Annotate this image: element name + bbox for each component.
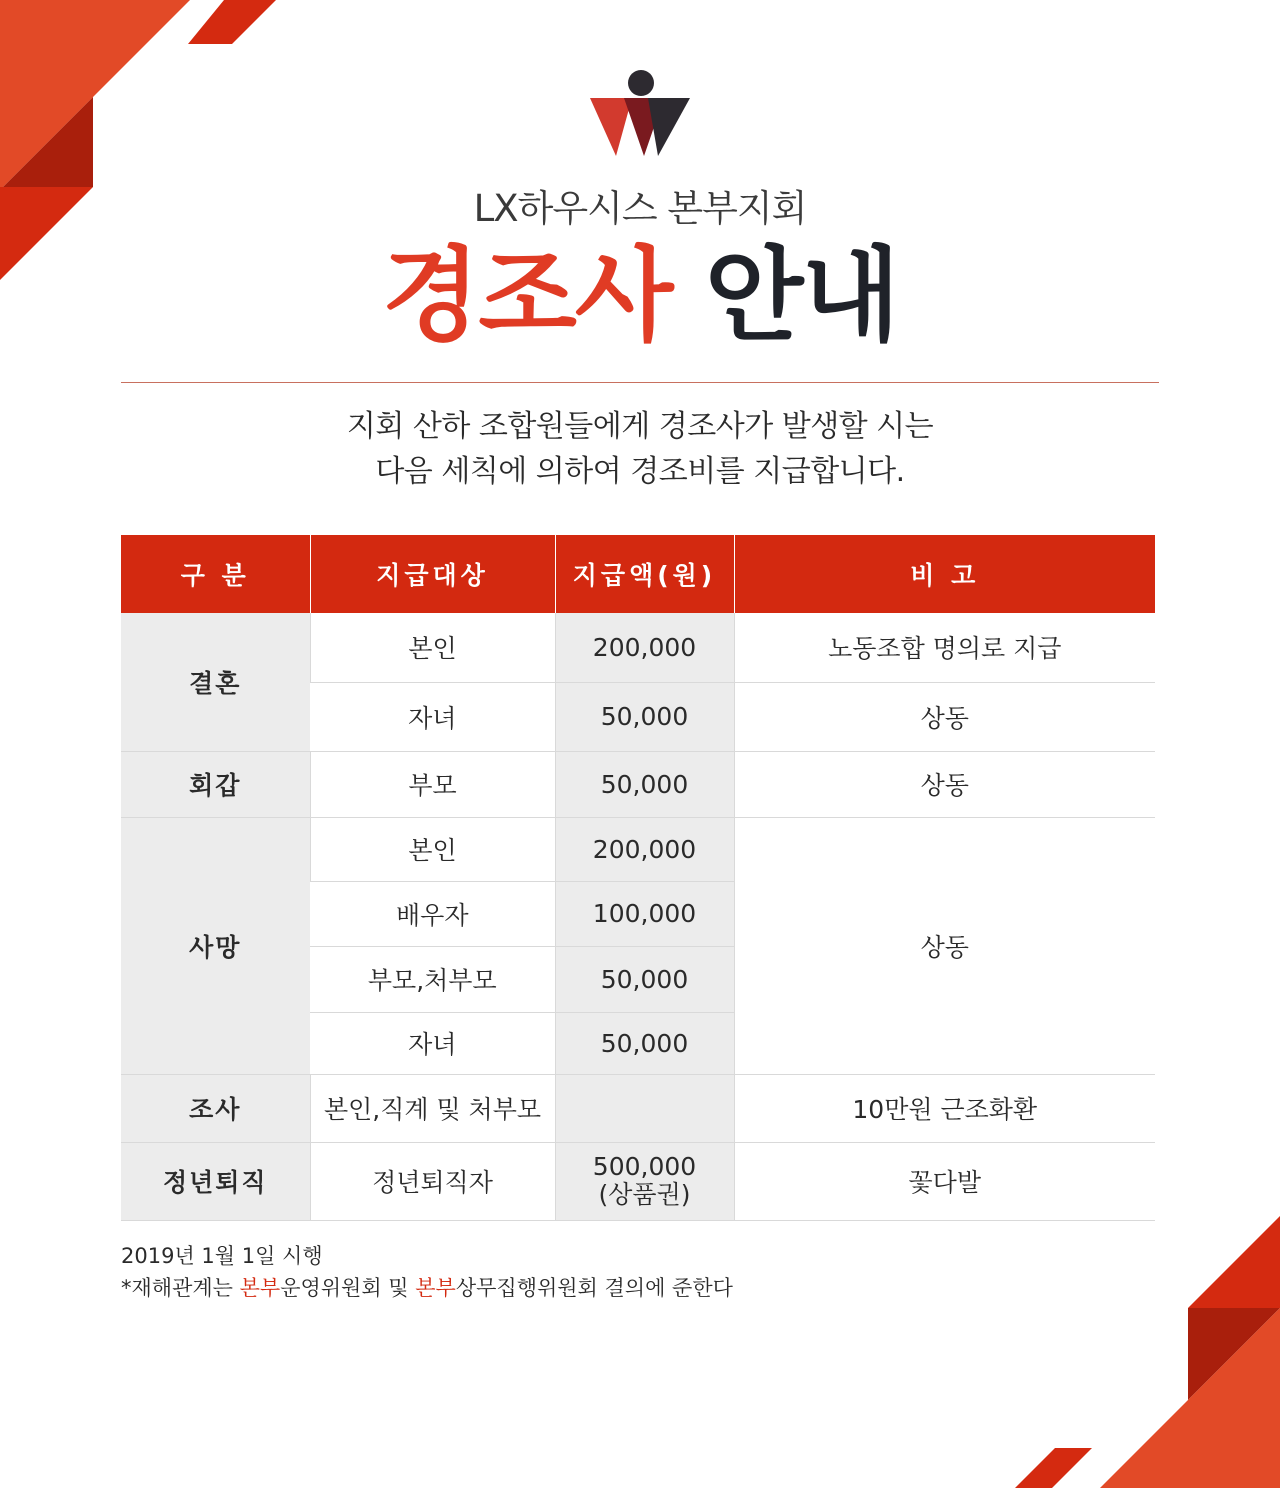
- intro-line-1: 지회 산하 조합원들에게 경조사가 발생할 시는: [346, 409, 934, 444]
- note-highlight-2: 본부: [415, 1276, 456, 1300]
- category-cell: 정년퇴직: [121, 1142, 310, 1220]
- note-text-1: *재해관계는: [121, 1276, 240, 1300]
- header-amount: 지급액(원): [555, 535, 734, 613]
- note-cell: 노동조합 명의로 지급: [734, 613, 1155, 682]
- note-cell: 10만원 근조화환: [734, 1074, 1155, 1142]
- amount-sub: (상품권): [598, 1180, 691, 1209]
- table-header-row: [121, 535, 1155, 613]
- amount-cell: 50,000: [555, 946, 734, 1012]
- target-cell: 본인: [310, 817, 555, 881]
- amount-cell: 50,000: [555, 1012, 734, 1074]
- organization-name: LX하우시스 본부지회: [473, 187, 807, 230]
- table-row: [121, 817, 1155, 881]
- table-row: [121, 1074, 1155, 1142]
- amount-value: 500,000: [592, 1152, 697, 1181]
- amount-cell: 100,000: [555, 881, 734, 946]
- target-cell: 배우자: [310, 881, 555, 946]
- header-target: 지급대상: [310, 535, 555, 613]
- intro-text: [0, 404, 1280, 494]
- category-cell: 회갑: [121, 751, 310, 817]
- amount-cell: 50,000: [555, 751, 734, 817]
- amount-cell: [555, 1142, 734, 1220]
- target-cell: 부모,처부모: [310, 946, 555, 1012]
- amount-cell: 200,000: [555, 613, 734, 682]
- table-row: [121, 613, 1155, 682]
- note-highlight-1: 본부: [239, 1276, 281, 1300]
- table-row: [121, 1142, 1155, 1220]
- note-cell: 꽃다발: [734, 1142, 1155, 1220]
- benefits-table: [121, 535, 1155, 1221]
- header-category: 구 분: [121, 535, 310, 613]
- note-text-3: 상무집행위원회 결의에 준한다: [455, 1276, 733, 1300]
- effective-date: 2019년 1월 1일 시행: [121, 1244, 323, 1268]
- target-cell: 본인: [310, 613, 555, 682]
- union-logo-icon: [588, 68, 692, 160]
- target-cell: 본인,직계 및 처부모: [310, 1074, 555, 1142]
- title-divider: [121, 382, 1159, 383]
- intro-line-2: 다음 세칙에 의하여 경조비를 지급합니다.: [375, 454, 905, 489]
- target-cell: 자녀: [310, 682, 555, 751]
- target-cell: 부모: [310, 751, 555, 817]
- page-title: [0, 238, 1280, 355]
- note-text-2: 운영위원회 및: [280, 1276, 416, 1300]
- amount-cell: [555, 1074, 734, 1142]
- amount-cell: 200,000: [555, 817, 734, 881]
- note-cell: 상동: [734, 682, 1155, 751]
- disaster-note: [121, 1272, 733, 1304]
- title-rest: 안내: [705, 237, 899, 356]
- note-cell: 상동: [734, 817, 1155, 1074]
- target-cell: 정년퇴직자: [310, 1142, 555, 1220]
- category-cell: 사망: [121, 817, 310, 1074]
- category-cell: 결혼: [121, 613, 310, 751]
- amount-cell: 50,000: [555, 682, 734, 751]
- title-accent: 경조사: [381, 237, 672, 356]
- target-cell: 자녀: [310, 1012, 555, 1074]
- footnotes: [121, 1240, 733, 1304]
- table-row: [121, 751, 1155, 817]
- header-note: 비 고: [734, 535, 1155, 613]
- note-cell: 상동: [734, 751, 1155, 817]
- category-cell: 조사: [121, 1074, 310, 1142]
